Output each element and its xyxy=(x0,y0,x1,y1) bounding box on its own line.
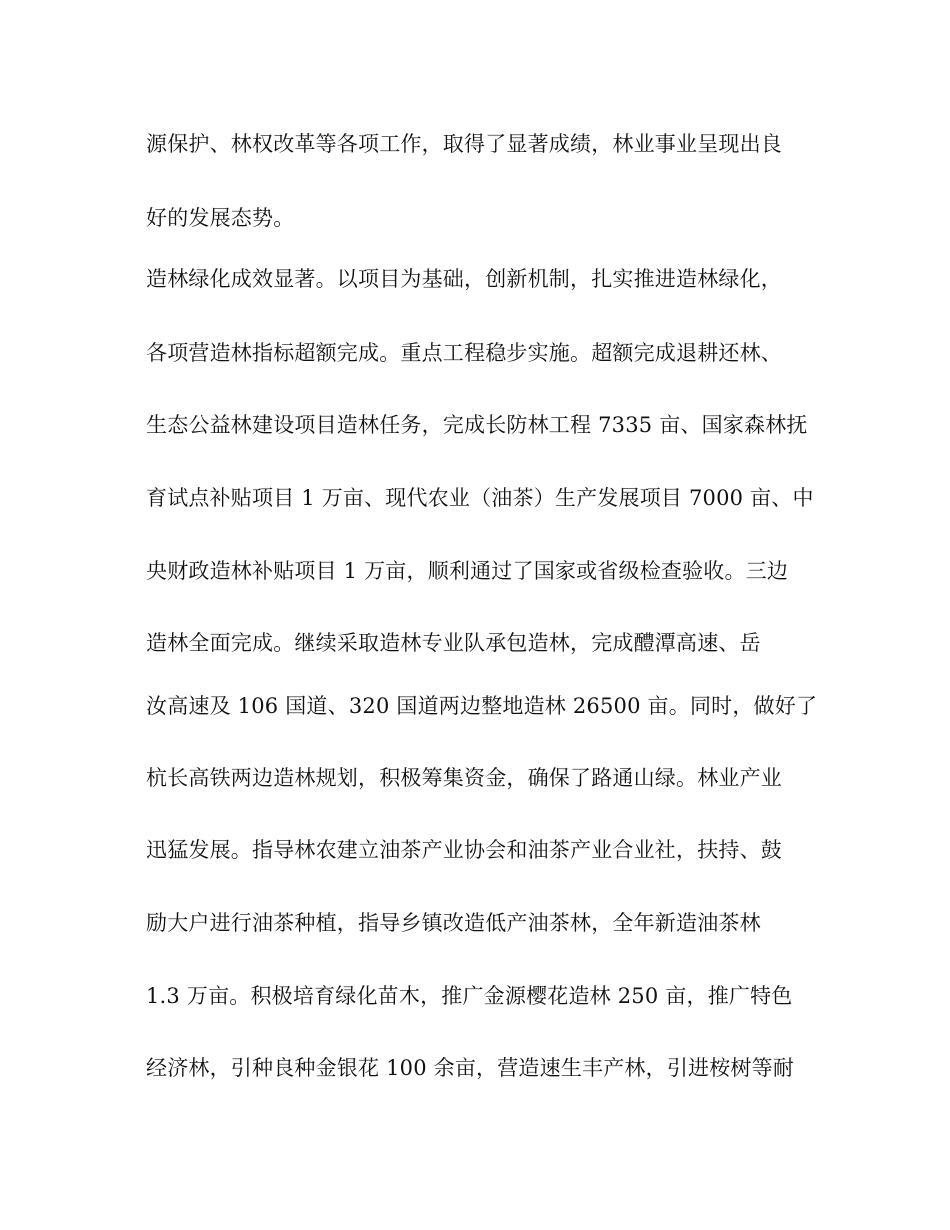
text-line: 造林全面完成。继续采取造林专业队承包造林，完成醴潭高速、岳 xyxy=(146,631,761,655)
text-line: 汝高速及 106 国道、320 国道两边整地造林 26500 亩。同时，做好了 xyxy=(146,694,818,718)
text-line: 央财政造林补贴项目 1 万亩，顺利通过了国家或省级检查验收。三边 xyxy=(146,559,789,583)
text-line: 迅猛发展。指导林农建立油茶产业协会和油茶产业合业社，扶持、鼓 xyxy=(146,838,782,862)
text-line: 育试点补贴项目 1 万亩、现代农业（油茶）生产发展项目 7000 亩、中 xyxy=(146,486,814,510)
text-line: 1.3 万亩。积极培育绿化苗木，推广金源樱花造林 250 亩，推广特色 xyxy=(146,984,793,1008)
text-line: 杭长高铁两边造林规划，积极筹集资金，确保了路通山绿。林业产业 xyxy=(146,766,782,790)
text-line: 造林绿化成效显著。以项目为基础，创新机制，扎实推进造林绿化， xyxy=(146,267,782,291)
text-line: 经济林，引种良种金银花 100 余亩，营造速生丰产林，引进桉树等耐 xyxy=(146,1056,795,1080)
text-line: 励大户进行油茶种植，指导乡镇改造低产油茶林，全年新造油茶林 xyxy=(146,911,761,935)
text-line: 好的发展态势。 xyxy=(146,206,295,230)
text-line: 生态公益林建设项目造林任务，完成长防林工程 7335 亩、国家森林抚 xyxy=(146,413,808,437)
text-line: 源保护、林权改革等各项工作，取得了显著成绩，林业事业呈现出良 xyxy=(146,132,782,156)
text-line: 各项营造林指标超额完成。重点工程稳步实施。超额完成退耕还林、 xyxy=(146,341,782,365)
